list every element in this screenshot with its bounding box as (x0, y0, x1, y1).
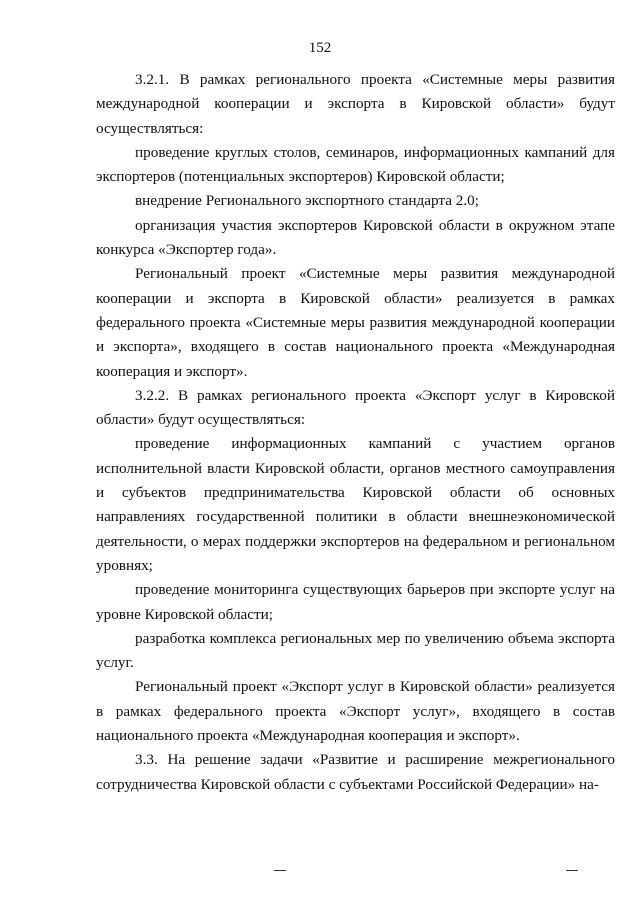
paragraph-3-3: 3.3. На решение задачи «Развитие и расширение межрегионального сотрудничества Кировской области с субъектами Российской Федерации» на- (96, 751, 615, 793)
scan-artifact-right (566, 870, 578, 871)
paragraph-info-campaigns: проведение информационных кампаний с участием органов исполнительной власти Кировской области, органов местного самоуправления и субъектов предпринимательства Кировской области об основных направлениях государственной политики в области внешнеэкономической деятельности, о мерах поддержки экспортеров на федеральном и региональном уровнях; (96, 435, 615, 574)
paragraph-regional-project-services: Региональный проект «Экспорт услуг в Кировской области» реализуется в рамках федерального проекта «Экспорт услуг», входящего в состав национального проекта «Международная кооперация и экспорт». (96, 678, 615, 745)
page-number: 152 (308, 40, 332, 56)
paragraph-exporter-contest: организация участия экспортеров Кировской области в окружном этапе конкурса «Экспортер года». (96, 216, 615, 259)
paragraph-measures-complex: разработка комплекса региональных мер по увеличению объема экспорта услуг. (96, 629, 615, 672)
paragraph-round-tables: проведение круглых столов, семинаров, информационных кампаний для экспортеров (потенциальных экспортеров) Кировской области; (96, 143, 615, 186)
scan-artifact-left (274, 870, 286, 871)
paragraph-barrier-monitoring: проведение мониторинга существующих барьеров при экспорте услуг на уровне Кировской области; (96, 581, 615, 623)
paragraph-export-standard: внедрение Регионального экспортного стандарта 2.0; (135, 192, 479, 210)
paragraph-3-2-1: 3.2.1. В рамках регионального проекта «Системные меры развития международной кооперации и экспорта в Кировской области» будут осуществляться: (96, 71, 615, 137)
paragraph-regional-project-systemic: Региональный проект «Системные меры развития международной кооперации и экспорта в Кировской области» реализуется в рамках федерального проекта «Системные меры развития международной кооперации и экспорта», входящего в состав национального проекта «Международная кооперация и экспорт». (96, 265, 615, 380)
paragraph-3-2-2: 3.2.2. В рамках регионального проекта «Экспорт услуг в Кировской области» будут осуществляться: (96, 386, 615, 429)
document-body (96, 68, 615, 797)
